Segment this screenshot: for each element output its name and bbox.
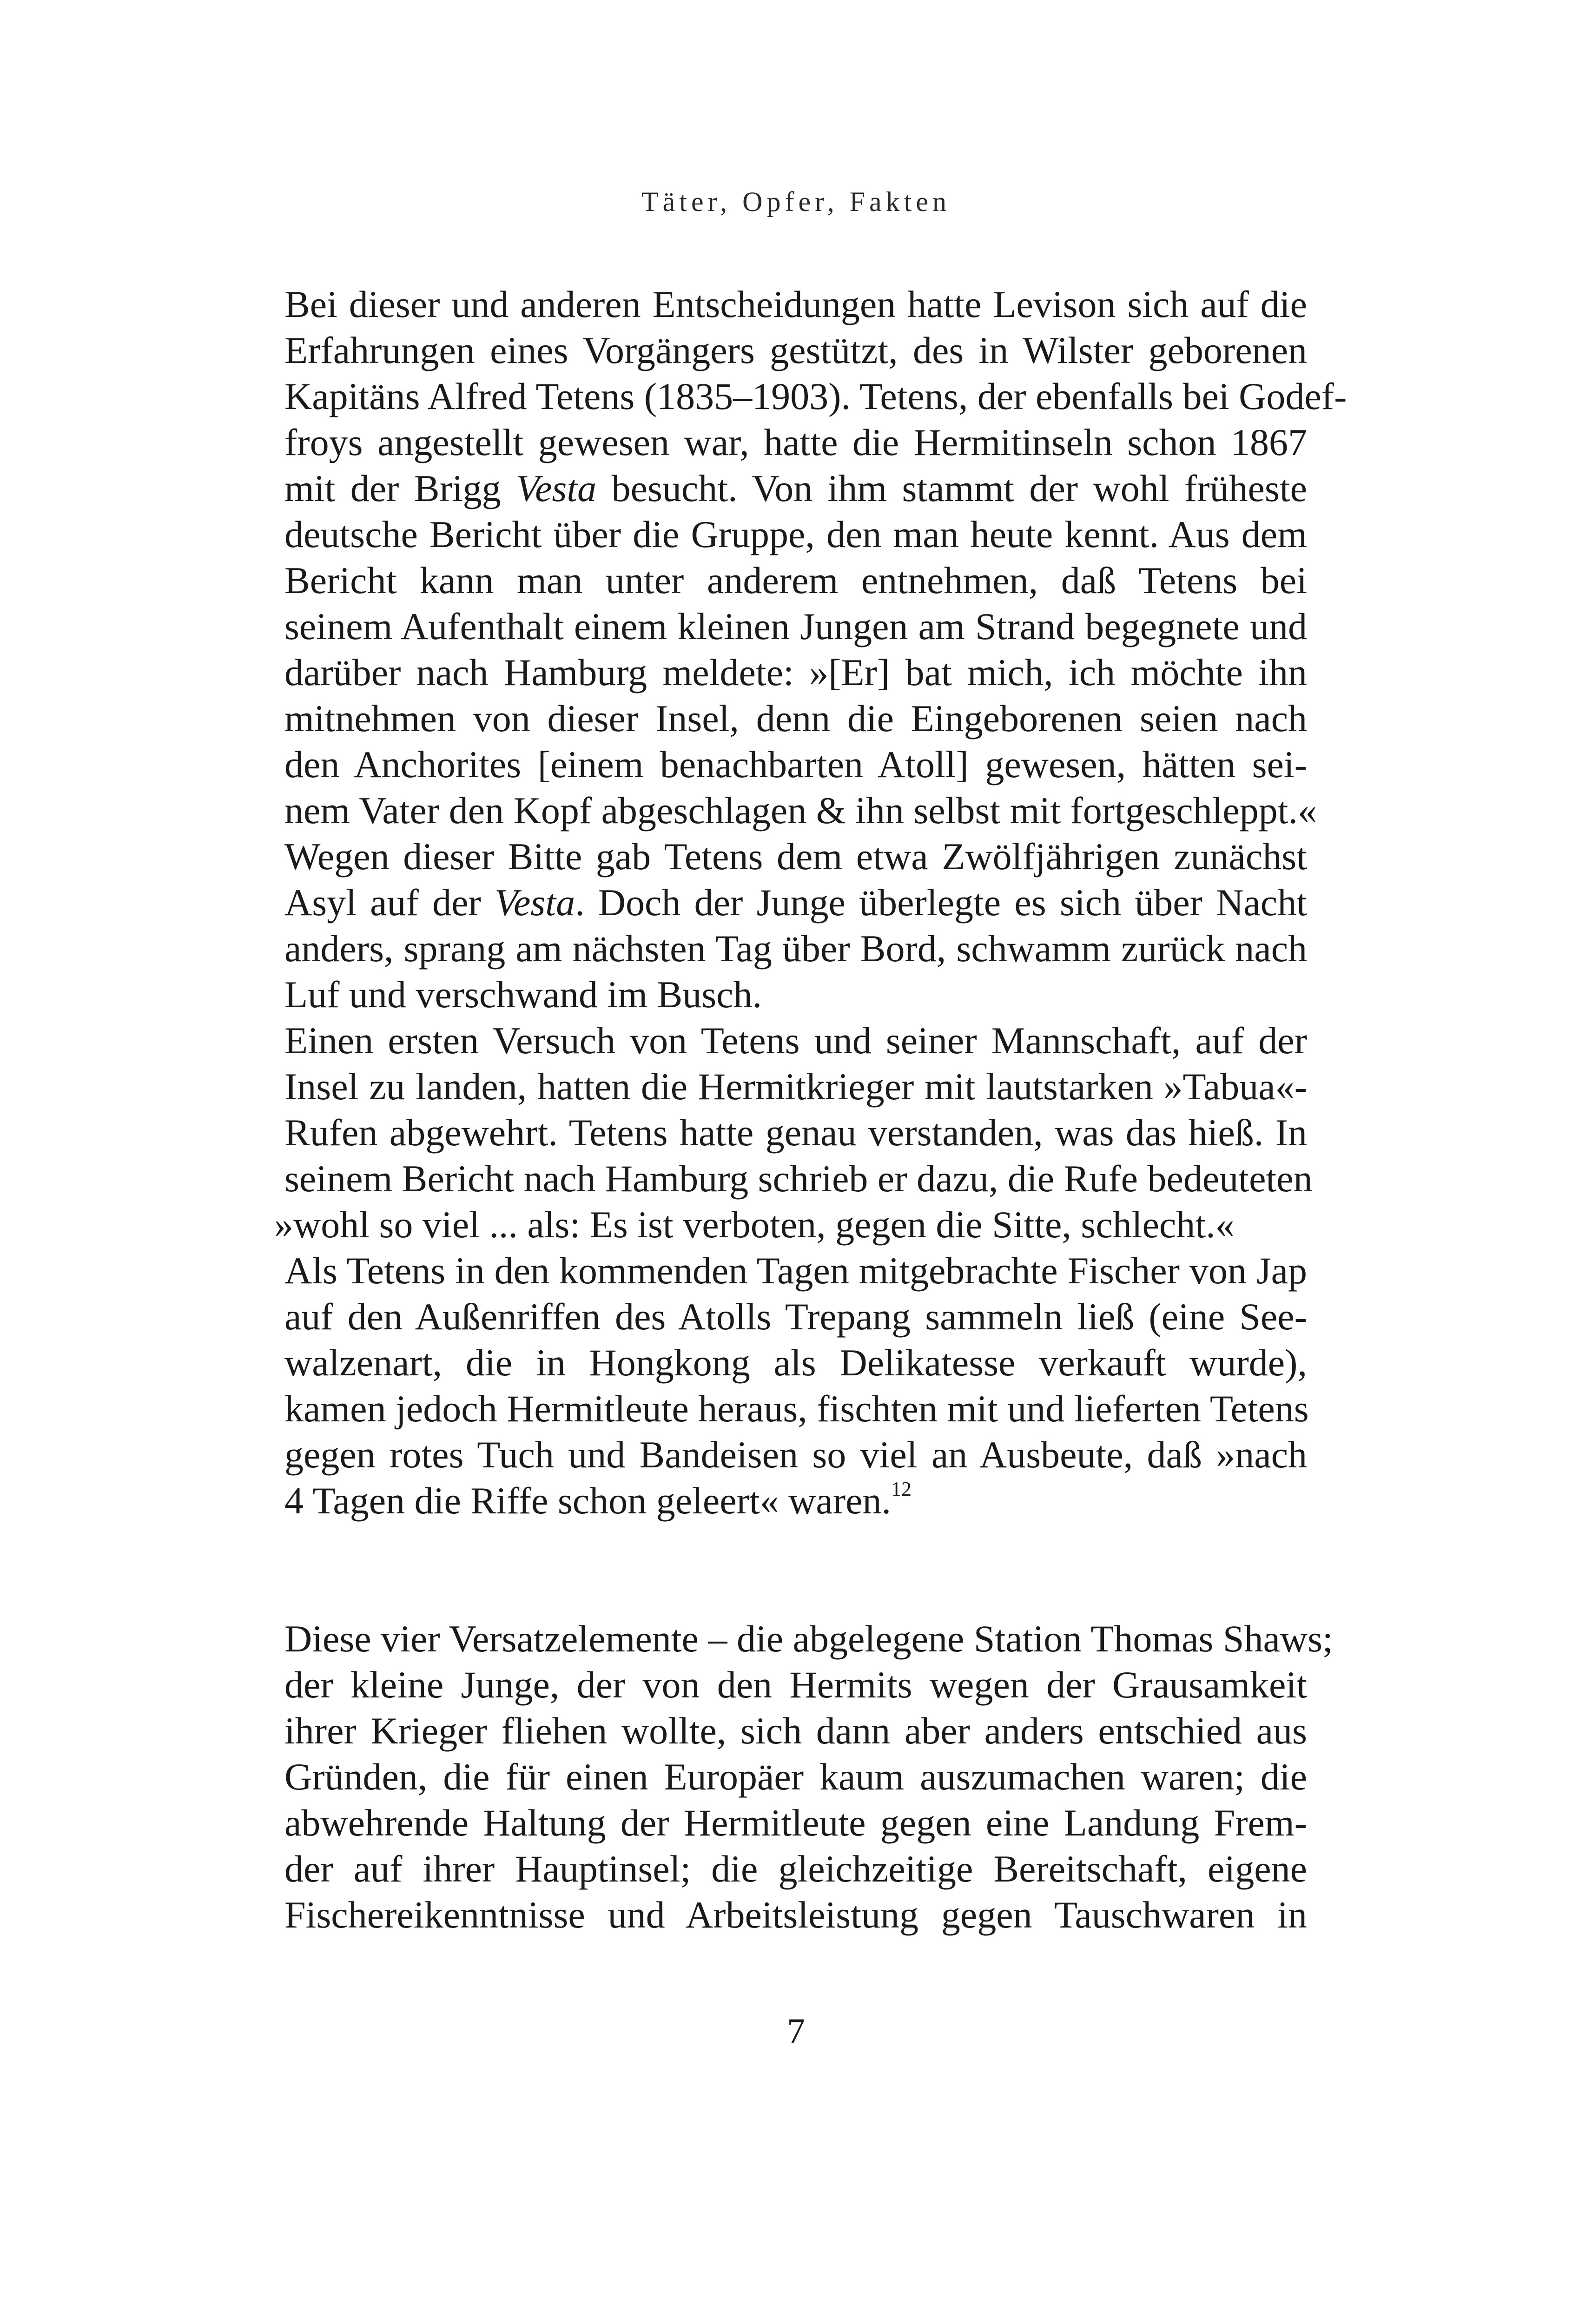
paragraph-3 xyxy=(284,1248,1307,1524)
text-line: Luf und verschwand im Busch. xyxy=(284,973,762,1016)
text-line: ihrer Krieger fliehen wollte, sich dann aber anders entschied aus xyxy=(284,1710,1307,1752)
text-line: Erfahrungen eines Vorgängers gestützt, des in Wilster geborenen xyxy=(284,329,1307,371)
text-line: der kleine Junge, der von den Hermits wegen der Grausamkeit xyxy=(284,1664,1307,1706)
text-line: den Anchorites [einem benachbarten Atoll] gewesen, hätten sei- xyxy=(284,743,1307,786)
section-gap xyxy=(284,1524,1307,1616)
text-line: Rufen abgewehrt. Tetens hatte genau verstanden, was das hieß. In xyxy=(284,1111,1307,1154)
text-line: Diese vier Versatzelemente – die abgelegene Station Thomas Shaws; xyxy=(284,1618,1333,1660)
text-line: mit der Brigg Vesta besucht. Von ihm stammt der wohl früheste xyxy=(284,467,1307,509)
text-line: der auf ihrer Hauptinsel; die gleichzeitige Bereitschaft, eigene xyxy=(284,1848,1307,1890)
text-line: mitnehmen von dieser Insel, denn die Eingeborenen seien nach xyxy=(284,697,1307,739)
body-text xyxy=(274,281,1347,1938)
paragraph-4 xyxy=(284,1616,1333,1938)
paragraph-2 xyxy=(274,1017,1313,1248)
text-line: Als Tetens in den kommenden Tagen mitgebrachte Fischer von Jap xyxy=(284,1249,1307,1292)
text-line: gegen rotes Tuch und Bandeisen so viel an Ausbeute, daß »nach xyxy=(284,1433,1307,1476)
text-line: abwehrende Haltung der Hermitleute gegen eine Landung Frem- xyxy=(284,1802,1307,1844)
footnote-reference[interactable]: 12 xyxy=(891,1478,912,1500)
text-line: Bei dieser und anderen Entscheidungen hatte Levison sich auf die xyxy=(284,283,1307,325)
text-line: nem Vater den Kopf abgeschlagen & ihn selbst mit fortgeschleppt.« xyxy=(284,789,1317,832)
text-line: kamen jedoch Hermitleute heraus, fischten mit und lieferten Tetens xyxy=(284,1387,1309,1430)
running-head: Täter, Opfer, Fakten xyxy=(641,186,951,217)
text-line: Fischereikenntnisse und Arbeitsleistung gegen Tauschwaren in xyxy=(284,1894,1307,1936)
text-line: walzenart, die in Hongkong als Delikatesse verkauft wurde), xyxy=(284,1341,1307,1384)
text-line: seinem Aufenthalt einem kleinen Jungen am Strand begegnete und xyxy=(284,605,1307,647)
ship-name: Vesta xyxy=(495,881,575,924)
text-line: darüber nach Hamburg meldete: »[Er] bat mich, ich möchte ihn xyxy=(284,651,1307,693)
text-line: seinem Bericht nach Hamburg schrieb er dazu, die Rufe bedeuteten xyxy=(284,1157,1313,1200)
text-line: 4 Tagen die Riffe schon geleert« waren.$^{12}$ xyxy=(284,1478,912,1522)
text-line: Bericht kann man unter anderem entnehmen, daß Tetens bei xyxy=(284,559,1307,601)
paragraph-1 xyxy=(284,281,1347,1017)
text-line: anders, sprang am nächsten Tag über Bord, schwamm zurück nach xyxy=(284,927,1307,970)
text-line: Wegen dieser Bitte gab Tetens dem etwa Zwölfjährigen zunächst xyxy=(284,835,1307,878)
ship-name: Vesta xyxy=(516,467,597,509)
text-line: »wohl so viel ... als: Es ist verboten, gegen die Sitte, schlecht.« xyxy=(274,1203,1235,1246)
page-number: 7 xyxy=(787,2011,805,2051)
text-line: froys angestellt gewesen war, hatte die Hermitinseln schon 1867 xyxy=(284,421,1307,463)
text-line: Kapitäns Alfred Tetens (1835–1903). Tetens, der ebenfalls bei Godef- xyxy=(284,375,1347,417)
text-line: Einen ersten Versuch von Tetens und seiner Mannschaft, auf der xyxy=(284,1019,1307,1062)
text-line: deutsche Bericht über die Gruppe, den man heute kennt. Aus dem xyxy=(284,513,1307,555)
text-line: Insel zu landen, hatten die Hermitkrieger mit lautstarken »Tabua«- xyxy=(284,1065,1307,1108)
text-line: Asyl auf der Vesta. Doch der Junge überlegte es sich über Nacht xyxy=(284,881,1307,924)
text-line: auf den Außenriffen des Atolls Trepang sammeln ließ (eine See- xyxy=(284,1295,1307,1338)
text-line: Gründen, die für einen Europäer kaum auszumachen waren; die xyxy=(284,1756,1307,1798)
